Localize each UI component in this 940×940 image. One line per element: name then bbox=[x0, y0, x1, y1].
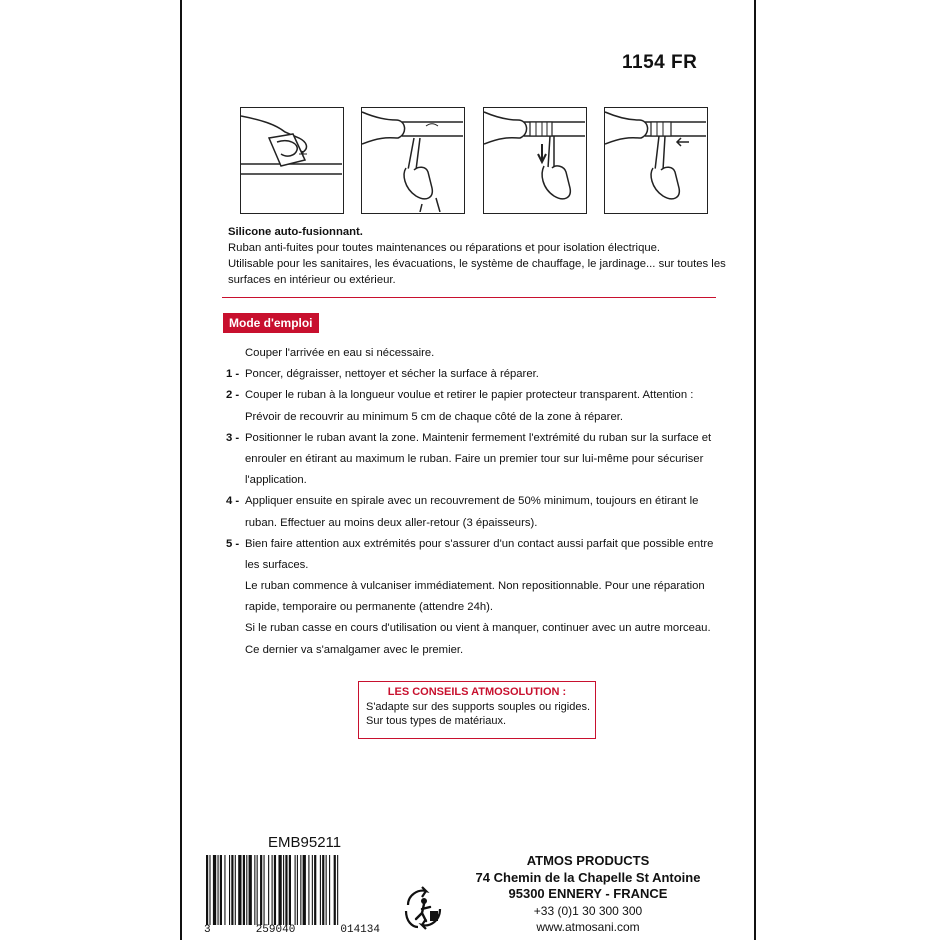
barcode-bar bbox=[320, 855, 321, 925]
advice-title: LES CONSEILS ATMOSOLUTION : bbox=[387, 686, 567, 698]
instruction-text: Bien faire attention aux extrémités pour s'assurer d'un contact aussi parfait que possible entre bbox=[245, 537, 714, 550]
barcode-bar bbox=[206, 855, 208, 925]
barcode-bar bbox=[246, 855, 247, 925]
company-phone: +33 (0)1 30 300 300 bbox=[533, 903, 643, 918]
instruction-line bbox=[226, 555, 732, 576]
barcode-bar bbox=[213, 855, 216, 925]
instructions-list bbox=[226, 343, 732, 661]
instructions-heading: Mode d'emploi bbox=[223, 313, 319, 333]
instruction-text: Positionner le ruban avant la zone. Maintenir fermement l'extrémité du ruban sur la surface et bbox=[245, 431, 712, 444]
barcode-digits bbox=[204, 924, 380, 936]
instruction-text: Prévoir de recouvrir au minimum 5 cm de chaque côté de la zone à réparer. bbox=[245, 410, 624, 423]
instruction-text: Le ruban commence à vulcaniser immédiatement. Non repositionnable. Pour une réparation bbox=[245, 580, 705, 593]
sanding-step-icon bbox=[240, 107, 344, 214]
step-number: 2 - bbox=[226, 389, 240, 402]
barcode-bar bbox=[268, 855, 269, 925]
company-website: www.atmosani.com bbox=[536, 920, 640, 934]
barcode-bar bbox=[329, 855, 330, 925]
barcode-bar bbox=[260, 855, 262, 925]
step-number: 5 - bbox=[226, 537, 240, 550]
barcode-bar bbox=[229, 855, 230, 925]
barcode-bar bbox=[295, 855, 296, 925]
barcode-bar bbox=[274, 855, 276, 925]
instruction-text: Couper le ruban à la longueur voulue et retirer le papier protecteur transparent. Attention : bbox=[245, 389, 694, 402]
barcode-bar bbox=[243, 855, 245, 925]
barcode-bar bbox=[257, 855, 258, 925]
section-divider bbox=[222, 297, 716, 298]
description-line: surfaces en intérieur ou extérieur. bbox=[228, 274, 396, 286]
emb-code: EMB95211 bbox=[268, 834, 342, 851]
barcode-bar bbox=[272, 855, 273, 925]
barcode-bar bbox=[297, 855, 298, 925]
instruction-line bbox=[226, 491, 732, 512]
instruction-text: les surfaces. bbox=[245, 558, 309, 571]
barcode-bar bbox=[231, 855, 233, 925]
barcode-bar bbox=[278, 855, 281, 925]
product-description bbox=[228, 224, 734, 288]
barcode-bar bbox=[314, 855, 316, 925]
company-street: 74 Chemin de la Chapelle St Antoine bbox=[475, 869, 701, 885]
barcode-bar bbox=[303, 855, 306, 925]
barcode-bar bbox=[264, 855, 265, 925]
barcode-bar bbox=[238, 855, 241, 925]
barcode-bar bbox=[254, 855, 255, 925]
barcode-bar bbox=[224, 855, 225, 925]
barcode-bar bbox=[326, 855, 327, 925]
instruction-line bbox=[226, 385, 732, 406]
instruction-text: Appliquer ensuite en spirale avec un recouvrement de 50% minimum, toujours en étirant le bbox=[245, 495, 699, 508]
instruction-line bbox=[226, 640, 732, 661]
barcode bbox=[206, 855, 378, 925]
instruction-text: enrouler en étirant au maximum le ruban. Faire un premier tour sur lui-même pour sécuriser bbox=[245, 452, 704, 465]
step-number: 3 - bbox=[226, 431, 240, 444]
instruction-line bbox=[226, 407, 732, 428]
instruction-line bbox=[226, 364, 732, 385]
instruction-line bbox=[226, 449, 732, 470]
advice-text: S'adapte sur des supports souples ou rigides. Sur tous types de matériaux. bbox=[366, 701, 590, 727]
barcode-bar bbox=[235, 855, 236, 925]
instruction-line bbox=[226, 597, 732, 618]
barcode-bar bbox=[300, 855, 301, 925]
instruction-text: Poncer, dégraisser, nettoyer et sécher la surface à réparer. bbox=[245, 368, 539, 381]
barcode-bar bbox=[334, 855, 336, 925]
instruction-text: Si le ruban casse en cours d'utilisation ou vient à manquer, continuer avec un autre morceau. bbox=[245, 622, 711, 635]
description-line: Ruban anti-fuites pour toutes maintenances ou réparations et pour isolation électrique. bbox=[228, 242, 661, 254]
instruction-line bbox=[226, 618, 732, 639]
instruction-line bbox=[226, 428, 732, 449]
barcode-bar bbox=[209, 855, 210, 925]
barcode-digit-group: 259040 bbox=[255, 924, 296, 936]
wrap-start-step-icon bbox=[361, 107, 465, 214]
step-number: 4 - bbox=[226, 495, 240, 508]
product-code: 1154 FR bbox=[622, 52, 698, 73]
barcode-bar bbox=[218, 855, 219, 925]
barcode-bar bbox=[283, 855, 284, 925]
instruction-line bbox=[226, 576, 732, 597]
barcode-bar bbox=[220, 855, 222, 925]
barcode-bar bbox=[322, 855, 324, 925]
step-number: 1 - bbox=[226, 368, 240, 381]
barcode-bar bbox=[249, 855, 252, 925]
instruction-line bbox=[226, 534, 732, 555]
stretch-wrap-step-icon bbox=[483, 107, 587, 214]
barcode-digit-group: 3 bbox=[204, 924, 211, 936]
barcode-bar bbox=[285, 855, 287, 925]
barcode-bar bbox=[312, 855, 313, 925]
barcode-bar bbox=[289, 855, 291, 925]
instruction-text: l'application. bbox=[245, 474, 307, 487]
barcode-digit-group: 014134 bbox=[340, 924, 380, 936]
company-address bbox=[456, 853, 720, 936]
instruction-text: Couper l'arrivée en eau si nécessaire. bbox=[245, 347, 435, 359]
instruction-text: ruban. Effectuer au moins deux aller-retour (3 épaisseurs). bbox=[245, 516, 538, 529]
instruction-text: rapide, temporaire ou permanente (attendre 24h). bbox=[245, 601, 494, 614]
instruction-text: Ce dernier va s'amalgamer avec le premier. bbox=[245, 643, 464, 656]
instruction-line bbox=[226, 470, 732, 491]
finish-wrap-step-icon bbox=[604, 107, 708, 214]
description-line: Utilisable pour les sanitaires, les évacuations, le système de chauffage, le jardinage... sur toutes les bbox=[228, 258, 726, 270]
instruction-line bbox=[226, 513, 732, 534]
instruction-line bbox=[226, 343, 732, 364]
barcode-bar bbox=[308, 855, 309, 925]
barcode-bar bbox=[337, 855, 338, 925]
company-name: ATMOS PRODUCTS bbox=[526, 853, 650, 868]
company-city: 95300 ENNERY - FRANCE bbox=[508, 886, 668, 901]
product-headline: Silicone auto-fusionnant. bbox=[228, 226, 363, 238]
recycle-icon bbox=[400, 885, 448, 933]
advice-box bbox=[358, 681, 596, 739]
